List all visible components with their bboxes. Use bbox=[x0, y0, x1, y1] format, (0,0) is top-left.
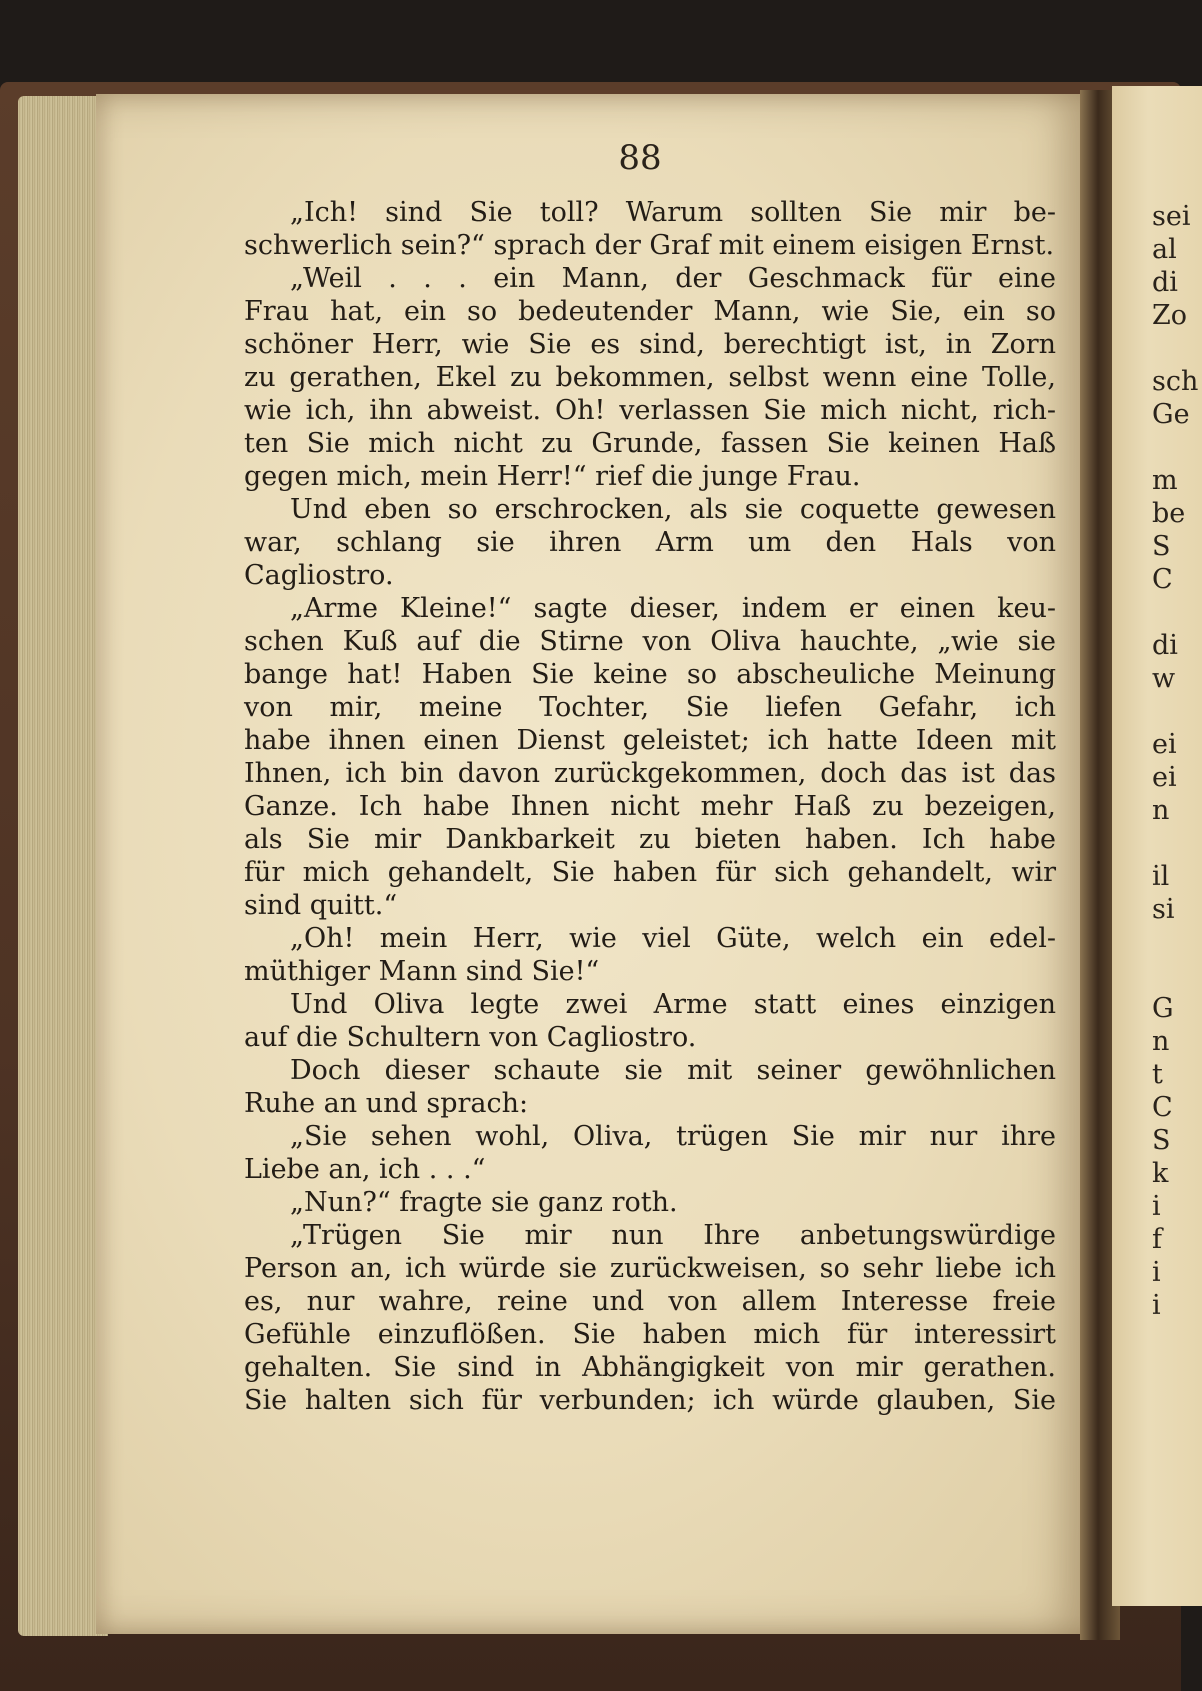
text-line: müthiger Mann sind Sie!“ bbox=[244, 956, 600, 987]
text-line: „Ich! sind Sie toll? Warum sollten Sie mir be- bbox=[290, 197, 1056, 228]
page-edges bbox=[18, 96, 108, 1636]
text-line: „Oh! mein Herr, wie viel Güte, welch ein edel- bbox=[290, 923, 1056, 954]
right-page-fragment: C bbox=[1152, 1092, 1173, 1123]
right-page-fragment: G bbox=[1152, 993, 1174, 1024]
text-line: „Arme Kleine!“ sagte dieser, indem er einen keu- bbox=[290, 593, 1056, 624]
text-line: von mir, meine Tochter, Sie liefen Gefahr, ich bbox=[244, 692, 1056, 723]
right-page-fragment: il bbox=[1152, 861, 1170, 892]
right-page-fragment: t bbox=[1152, 1059, 1163, 1090]
right-page-fragment: al bbox=[1152, 234, 1177, 265]
right-page-fragment: C bbox=[1152, 564, 1173, 595]
text-line: als Sie mir Dankbarkeit zu bieten haben. Ich habe bbox=[244, 824, 1056, 855]
text-line: Liebe an, ich . . .“ bbox=[244, 1154, 486, 1185]
right-page-fragment: Zo bbox=[1152, 300, 1188, 331]
right-page-fragment: m bbox=[1152, 465, 1178, 496]
right-page-fragment: di bbox=[1152, 267, 1178, 298]
text-line: zu gerathen, Ekel zu bekommen, selbst wenn eine Tolle, bbox=[244, 362, 1056, 393]
right-page-fragment: k bbox=[1152, 1158, 1169, 1189]
text-line: bange hat! Haben Sie keine so abscheuliche Meinung bbox=[244, 659, 1056, 690]
right-page-fragment bbox=[1152, 596, 1182, 629]
right-page-fragment: n bbox=[1152, 795, 1170, 826]
right-page-fragment: S bbox=[1152, 1125, 1171, 1156]
text-line: ten Sie mich nicht zu Grunde, fassen Sie keinen Haß bbox=[244, 428, 1056, 459]
text-line: für mich gehandelt, Sie haben für sich gehandelt, wir bbox=[244, 857, 1056, 888]
text-line: Doch dieser schaute sie mit seiner gewöhnlichen bbox=[290, 1055, 1056, 1086]
right-page-fragment: w bbox=[1152, 663, 1176, 694]
text-line: schöner Herr, wie Sie es sind, berechtigt ist, in Zorn bbox=[244, 329, 1056, 360]
right-page-fragment: be bbox=[1152, 498, 1186, 529]
right-page-text-fragments bbox=[1152, 200, 1199, 1322]
right-page-fragment: sei bbox=[1152, 201, 1191, 232]
right-page-fragment: i bbox=[1152, 1191, 1161, 1222]
text-line: „Weil . . . ein Mann, der Geschmack für eine bbox=[290, 263, 1056, 294]
text-line: „Sie sehen wohl, Oliva, trügen Sie mir nur ihre bbox=[290, 1121, 1056, 1152]
right-page-fragment: ei bbox=[1152, 729, 1177, 760]
text-line: Und Oliva legte zwei Arme statt eines einzigen bbox=[290, 989, 1056, 1020]
right-page-fragment: sch bbox=[1152, 366, 1199, 397]
text-line: Person an, ich würde sie zurückweisen, so sehr liebe ich bbox=[244, 1253, 1056, 1284]
text-line: gegen mich, mein Herr!“ rief die junge Frau. bbox=[244, 461, 861, 492]
text-line: gehalten. Sie sind in Abhängigkeit von mir gerathen. bbox=[244, 1352, 1056, 1383]
text-line: auf die Schultern von Cagliostro. bbox=[244, 1022, 697, 1053]
right-page-fragment bbox=[1152, 827, 1182, 860]
text-line: es, nur wahre, reine und von allem Interesse freie bbox=[244, 1286, 1056, 1317]
right-page-fragment bbox=[1152, 959, 1182, 992]
right-page-fragment: n bbox=[1152, 1026, 1170, 1057]
text-line: Und eben so erschrocken, als sie coquette gewesen bbox=[290, 494, 1056, 525]
text-line: Ganze. Ich habe Ihnen nicht mehr Haß zu bezeigen, bbox=[244, 791, 1056, 822]
right-page-fragment: i bbox=[1152, 1290, 1161, 1321]
text-line: Ruhe an und sprach: bbox=[244, 1088, 529, 1119]
right-page-fragment: Ge bbox=[1152, 399, 1190, 430]
text-line: Sie halten sich für verbunden; ich würde glauben, Sie bbox=[244, 1385, 1056, 1416]
page-number: 88 bbox=[618, 138, 662, 178]
right-page-fragment bbox=[1152, 332, 1182, 365]
right-page-fragment: ei bbox=[1152, 762, 1177, 793]
text-line: schwerlich sein?“ sprach der Graf mit einem eisigen Ernst. bbox=[244, 230, 1055, 261]
text-line: „Trügen Sie mir nun Ihre anbetungswürdige bbox=[290, 1220, 1056, 1251]
text-line: habe ihnen einen Dienst geleistet; ich hatte Ideen mit bbox=[244, 725, 1056, 756]
right-page-fragment bbox=[1152, 431, 1182, 464]
right-page-fragment: i bbox=[1152, 1257, 1161, 1288]
text-line: Frau hat, ein so bedeutender Mann, wie Sie, ein so bbox=[244, 296, 1056, 327]
body-text bbox=[244, 196, 1056, 1417]
text-line: wie ich, ihn abweist. Oh! verlassen Sie mich nicht, rich- bbox=[244, 395, 1056, 426]
text-line: war, schlang sie ihren Arm um den Hals von bbox=[244, 527, 1056, 558]
text-line: Ihnen, ich bin davon zurückgekommen, doch das ist das bbox=[244, 758, 1056, 789]
text-line: „Nun?“ fragte sie ganz roth. bbox=[290, 1187, 678, 1218]
text-line: Cagliostro. bbox=[244, 560, 394, 591]
right-page-fragment bbox=[1152, 695, 1182, 728]
right-page-fragment: S bbox=[1152, 531, 1171, 562]
text-line: schen Kuß auf die Stirne von Oliva hauchte, „wie sie bbox=[244, 626, 1056, 657]
right-page-fragment: si bbox=[1152, 894, 1175, 925]
text-line: sind quitt.“ bbox=[244, 890, 398, 921]
right-page-fragment: di bbox=[1152, 630, 1178, 661]
text-line: Gefühle einzuflößen. Sie haben mich für interessirt bbox=[244, 1319, 1056, 1350]
right-page-fragment bbox=[1152, 926, 1182, 959]
right-page-fragment: f bbox=[1152, 1224, 1162, 1255]
